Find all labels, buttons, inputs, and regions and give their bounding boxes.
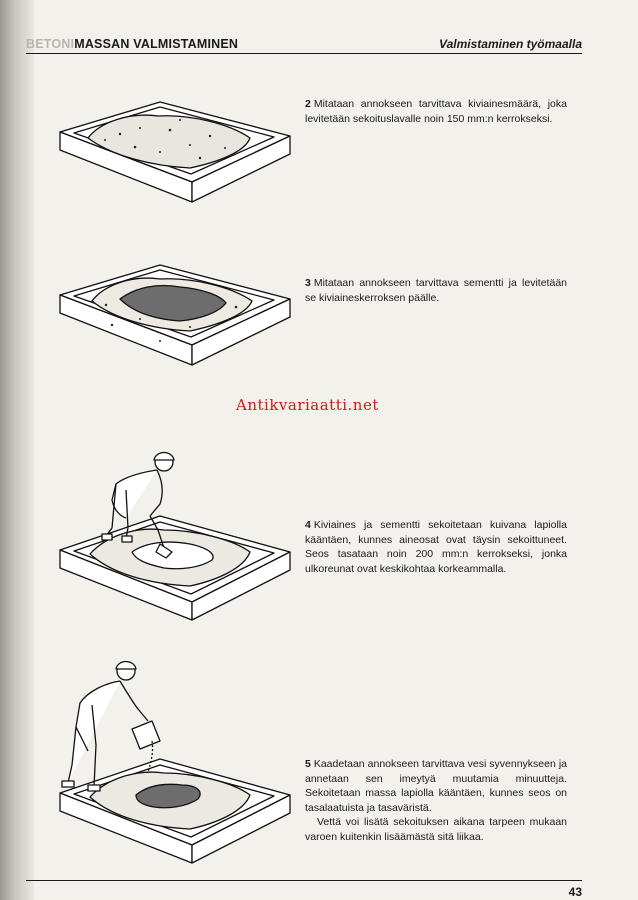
step-number: 5 (305, 758, 311, 770)
step-note: Vettä voi lisätä sekoituksen aikana tarpeen mukaan varoen kuitenkin lisäämästä sitä liikaa. (305, 816, 567, 843)
step-3 (305, 276, 567, 305)
step-2 (305, 97, 567, 126)
section-title-main: MASSAN VALMISTAMINEN (74, 37, 239, 51)
page-spine-shadow (0, 0, 34, 900)
step-number: 4 (305, 519, 311, 531)
illustration-aggregate-layer (40, 90, 340, 230)
step-number: 2 (305, 98, 311, 110)
step-text: Mitataan annokseen tarvittava kiviainesmäärä, joka levitetään sekoituslavalle noin 150 mm:n kerrokseksi. (305, 98, 567, 125)
header-rule (26, 53, 582, 54)
illustration-cement-layer (40, 245, 340, 385)
watermark: Antikvariaatti.net (236, 396, 379, 414)
section-title (26, 37, 238, 51)
step-4 (305, 518, 567, 576)
step-text: Kiviaines ja sementti sekoitetaan kuivana lapiolla kääntäen, kunnes aineosat ovat täysin sekoittuneet. Seos tasataan noin 200 mm:n kerrokseksi, jonka ulkoreunat ovat keskikohtaa korkeammalla. (305, 519, 567, 575)
illustration-dry-mixing (40, 440, 340, 630)
step-text: Kaadetaan annokseen tarvittava vesi syvennykseen ja annetaan sen imeytyä muutamia minuutteja. Sekoitetaan massa lapiolla kääntäen, kunnes seos on tasalaatuista ja tasaväristä. (305, 758, 567, 814)
section-title-faded: BETONI (26, 37, 75, 51)
page-number: 43 (568, 885, 582, 899)
subsection-title: Valmistaminen työmaalla (439, 37, 582, 51)
illustration-adding-water (36, 655, 336, 865)
step-number: 3 (305, 277, 311, 289)
step-text: Mitataan annokseen tarvittava sementti ja levitetään se kiviaineskerroksen päälle. (305, 277, 567, 304)
step-5 (305, 757, 567, 844)
footer-rule (26, 880, 582, 881)
